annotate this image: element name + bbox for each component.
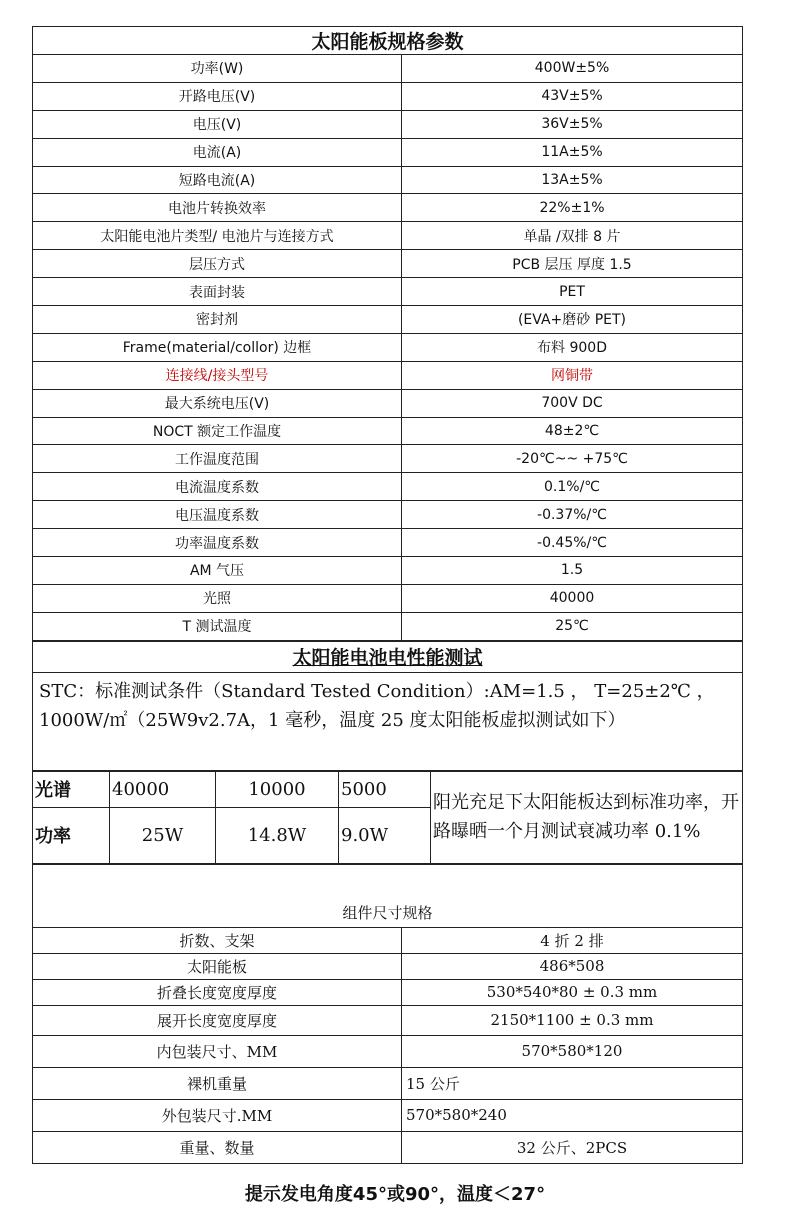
dimension-value: 570*580*240 xyxy=(402,1099,743,1131)
spec-value: 43V±5% xyxy=(402,82,743,110)
spec-value: 40000 xyxy=(402,584,743,612)
spec-value: (EVA+磨砂 PET) xyxy=(402,306,743,334)
dimension-label: 折数、支架 xyxy=(33,927,402,953)
dimension-row xyxy=(33,1005,743,1035)
spec-row xyxy=(33,222,743,250)
spec-label: 电压温度系数 xyxy=(33,501,402,529)
spec-label: Frame(material/collor) 边框 xyxy=(33,333,402,361)
dimension-row xyxy=(33,927,743,953)
spec-label: 功率(W) xyxy=(33,55,402,83)
dimension-label: 折叠长度宽度厚度 xyxy=(33,979,402,1005)
spec-row xyxy=(33,584,743,612)
spec-label: 开路电压(V) xyxy=(33,82,402,110)
spec-row xyxy=(33,194,743,222)
dimension-label: 太阳能板 xyxy=(33,953,402,979)
dimension-row xyxy=(33,1099,743,1131)
spec-label: 太阳能电池片类型/ 电池片与连接方式 xyxy=(33,222,402,250)
dimensions-title: 组件尺寸规格 xyxy=(33,864,743,927)
spec-row xyxy=(33,82,743,110)
dimension-row xyxy=(33,1131,743,1163)
spec-value: 700V DC xyxy=(402,389,743,417)
spectrum-value: 10000 xyxy=(216,771,339,807)
spec-label: 工作温度范围 xyxy=(33,445,402,473)
performance-note: 阳光充足下太阳能板达到标准功率，开路曝晒一个月测试衰减功率 0.1% xyxy=(431,771,743,863)
power-value: 14.8W xyxy=(216,807,339,863)
spec-value: -0.37%/℃ xyxy=(402,501,743,529)
performance-grid xyxy=(32,771,743,864)
spectrum-value: 5000 xyxy=(339,771,431,807)
spec-label: 电池片转换效率 xyxy=(33,194,402,222)
spec-label: 表面封装 xyxy=(33,278,402,306)
spec-value: 22%±1% xyxy=(402,194,743,222)
spec-label: 电流(A) xyxy=(33,138,402,166)
spec-value: 单晶 /双排 8 片 xyxy=(402,222,743,250)
spec-label: T 测试温度 xyxy=(33,612,402,640)
spec-row xyxy=(33,417,743,445)
power-label: 功率 xyxy=(33,807,110,863)
spec-row xyxy=(33,55,743,83)
spec-value: 36V±5% xyxy=(402,110,743,138)
spectrum-value: 40000 xyxy=(110,771,216,807)
spec-label: 最大系统电压(V) xyxy=(33,389,402,417)
dimension-value: 32 公斤、2PCS xyxy=(402,1131,743,1163)
spec-row xyxy=(33,333,743,361)
spec-row xyxy=(33,361,743,389)
dimension-value: 570*580*120 xyxy=(402,1035,743,1067)
performance-table xyxy=(32,641,743,771)
spec-value: -0.45%/℃ xyxy=(402,529,743,557)
dimension-value: 530*540*80 ± 0.3 mm xyxy=(402,979,743,1005)
power-value: 25W xyxy=(110,807,216,863)
dimension-label: 展开长度宽度厚度 xyxy=(33,1005,402,1035)
spec-row xyxy=(33,389,743,417)
spec-row xyxy=(33,473,743,501)
spec-row xyxy=(33,250,743,278)
spec-value: PCB 层压 厚度 1.5 xyxy=(402,250,743,278)
spec-label: 电流温度系数 xyxy=(33,473,402,501)
spec-value: 1.5 xyxy=(402,557,743,585)
dimension-label: 裸机重量 xyxy=(33,1067,402,1099)
spec-label: AM 气压 xyxy=(33,557,402,585)
spec-label: 光照 xyxy=(33,584,402,612)
spec-value: 11A±5% xyxy=(402,138,743,166)
dimension-value: 15 公斤 xyxy=(402,1067,743,1099)
spec-row xyxy=(33,278,743,306)
spec-value: 25℃ xyxy=(402,612,743,640)
dimension-label: 内包装尺寸、MM xyxy=(33,1035,402,1067)
spec-label: 层压方式 xyxy=(33,250,402,278)
spec-row xyxy=(33,557,743,585)
spec-row xyxy=(33,612,743,640)
dimension-row xyxy=(33,979,743,1005)
dimension-value: 486*508 xyxy=(402,953,743,979)
spec-row xyxy=(33,166,743,194)
stc-description: STC：标准测试条件（Standard Tested Condition）:AM=1.5 ， T=25±2℃ ， 1000W/㎡（25W9v2.7A，1 毫秒，温度 25 度太阳能板虚拟测试如下） xyxy=(33,672,743,770)
performance-title: 太阳能电池电性能测试 xyxy=(33,641,743,672)
dimension-value: 4 折 2 排 xyxy=(402,927,743,953)
spec-value: 13A±5% xyxy=(402,166,743,194)
spec-value: 48±2℃ xyxy=(402,417,743,445)
spec-title: 太阳能板规格参数 xyxy=(33,27,743,55)
spec-row xyxy=(33,501,743,529)
power-value: 9.0W xyxy=(339,807,431,863)
spec-value: PET xyxy=(402,278,743,306)
spec-value: 0.1%/℃ xyxy=(402,473,743,501)
dimension-label: 外包装尺寸.MM xyxy=(33,1099,402,1131)
spec-value: -20℃~~ +75℃ xyxy=(402,445,743,473)
spec-label: NOCT 额定工作温度 xyxy=(33,417,402,445)
spec-row xyxy=(33,110,743,138)
dimension-label: 重量、数量 xyxy=(33,1131,402,1163)
spec-label: 电压(V) xyxy=(33,110,402,138)
spec-label: 功率温度系数 xyxy=(33,529,402,557)
spec-row xyxy=(33,306,743,334)
dimension-value: 2150*1100 ± 0.3 mm xyxy=(402,1005,743,1035)
spec-row xyxy=(33,138,743,166)
spec-value: 网铜带 xyxy=(402,361,743,389)
spec-label: 短路电流(A) xyxy=(33,166,402,194)
spec-row xyxy=(33,445,743,473)
dimensions-table xyxy=(32,864,743,1164)
spec-value: 400W±5% xyxy=(402,55,743,83)
spectrum-label: 光谱 xyxy=(33,771,110,807)
footer-note: 提示发电角度45°或90°，温度＜27° xyxy=(244,1184,546,1205)
spec-row xyxy=(33,529,743,557)
spec-value: 布料 900D xyxy=(402,333,743,361)
spec-label: 连接线/接头型号 xyxy=(33,361,402,389)
dimension-row xyxy=(33,1067,743,1099)
dimension-row xyxy=(33,953,743,979)
dimension-row xyxy=(33,1035,743,1067)
spec-sheet xyxy=(32,26,742,1164)
spec-table xyxy=(32,26,743,641)
spec-label: 密封剂 xyxy=(33,306,402,334)
